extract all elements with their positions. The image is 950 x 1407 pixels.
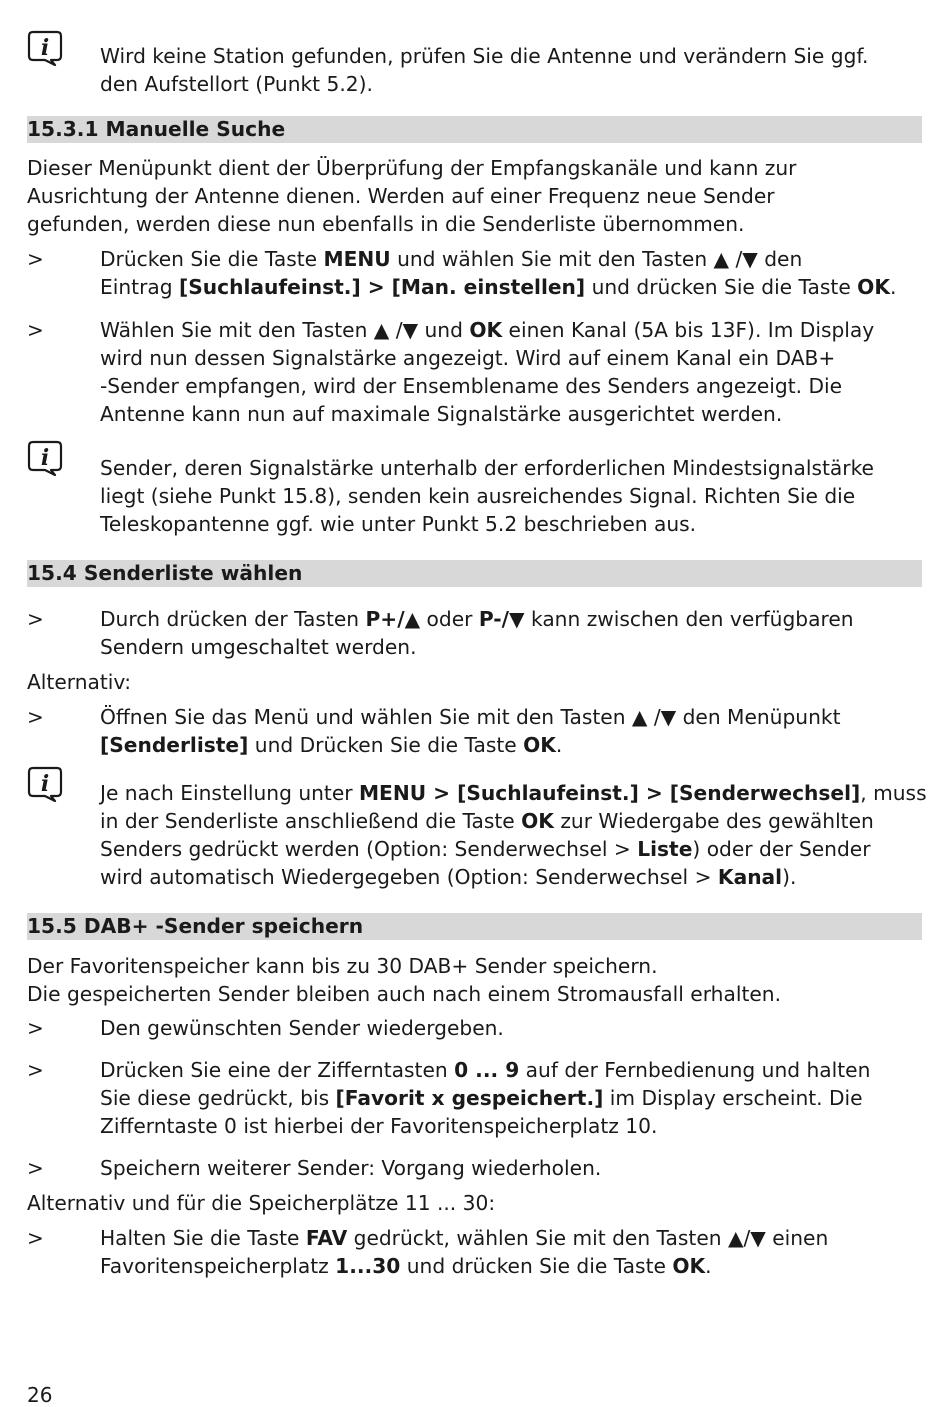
bold-run: OK <box>521 809 554 833</box>
list-item-text <box>100 316 922 428</box>
section-intro <box>27 154 922 238</box>
text-run: . <box>889 275 897 299</box>
text-run: Drücken Sie eine der Zifferntasten <box>100 1058 455 1082</box>
svg-text:i: i <box>40 445 50 471</box>
bold-run: P+/▲ <box>365 607 421 631</box>
text-line <box>100 316 922 344</box>
text-line <box>27 182 922 210</box>
text-line <box>100 344 922 372</box>
text-run: Antenne kann nun auf maximale Signalstärke ausgerichtet werden. <box>100 402 783 426</box>
text-run: zur Wiedergabe des gewählten <box>553 809 874 833</box>
text-run: Wählen Sie mit den Tasten ▲ /▼ und <box>100 318 470 342</box>
text-line <box>100 807 922 835</box>
info-icon <box>27 440 63 476</box>
text-run: liegt (siehe Punkt 15.8), senden kein ausreichendes Signal. Richten Sie die <box>100 484 856 508</box>
text-run: Dieser Menüpunkt dient der Überprüfung der Empfangskanäle und kann zur <box>27 156 797 180</box>
text-line <box>27 980 922 1008</box>
text-line <box>27 952 922 980</box>
text-run: , muss <box>860 781 927 805</box>
list-marker: > <box>27 247 44 271</box>
text-line <box>100 510 922 538</box>
text-line <box>100 703 922 731</box>
list-marker: > <box>27 1058 44 1082</box>
bold-run: Kanal <box>717 865 783 889</box>
text-run: Favoritenspeicherplatz <box>100 1254 336 1278</box>
bold-run: 0 ... 9 <box>454 1058 520 1082</box>
text-line <box>27 210 922 238</box>
text-line <box>100 1112 922 1140</box>
alternative-label: Alternativ und für die Speicherplätze 11 ... 30: <box>27 1191 496 1215</box>
page-number: 26 <box>27 1383 53 1407</box>
text-line <box>100 633 922 661</box>
section-heading: 15.3.1 Manuelle Suche <box>27 116 922 143</box>
text-line <box>100 835 922 863</box>
bold-run: FAV <box>305 1226 348 1250</box>
list-item-text <box>100 1224 922 1280</box>
text-line <box>100 1154 922 1182</box>
text-run: einen Kanal (5A bis 13F). Im Display <box>502 318 875 342</box>
text-run: den Aufstellort (Punkt 5.2). <box>100 72 373 96</box>
text-line <box>100 372 922 400</box>
text-run: auf der Fernbedienung und halten <box>519 1058 871 1082</box>
text-line <box>100 273 922 301</box>
bold-run: [Senderliste] <box>100 733 249 757</box>
text-run: kann zwischen den verfügbaren <box>524 607 854 631</box>
text-run: Eintrag <box>100 275 179 299</box>
section-intro <box>27 952 922 1008</box>
text-line <box>100 1056 922 1084</box>
text-line <box>100 1084 922 1112</box>
text-run: wird automatisch Wiedergegeben (Option: Senderwechsel > <box>100 865 718 889</box>
text-line <box>100 1224 922 1252</box>
text-run: gedrückt, wählen Sie mit den Tasten ▲/▼ einen <box>347 1226 829 1250</box>
note-text <box>100 42 922 98</box>
list-item-text <box>100 703 922 759</box>
text-run: -Sender empfangen, wird der Ensemblename des Senders angezeigt. Die <box>100 374 843 398</box>
list-item-text <box>100 1014 922 1042</box>
list-marker: > <box>27 705 44 729</box>
list-item-text <box>100 605 922 661</box>
bold-run: Liste <box>637 837 693 861</box>
text-line <box>27 154 922 182</box>
text-line <box>100 400 922 428</box>
info-icon <box>27 30 63 66</box>
text-line <box>100 42 922 70</box>
note-text <box>100 454 922 538</box>
section-heading: 15.4 Senderliste wählen <box>27 560 922 587</box>
text-run: Öffnen Sie das Menü und wählen Sie mit den Tasten ▲ /▼ den Menüpunkt <box>100 705 841 729</box>
text-run: Sender, deren Signalstärke unterhalb der erforderlichen Mindestsignalstärke <box>100 456 874 480</box>
text-run: Zifferntaste 0 ist hierbei der Favoritenspeicherplatz 10. <box>100 1114 658 1138</box>
text-line <box>100 605 922 633</box>
text-run: oder <box>420 607 479 631</box>
text-run: in der Senderliste anschließend die Taste <box>100 809 522 833</box>
text-run: und wählen Sie mit den Tasten ▲ /▼ den <box>390 247 803 271</box>
text-run: Wird keine Station gefunden, prüfen Sie die Antenne und verändern Sie ggf. <box>100 44 869 68</box>
list-marker: > <box>27 1226 44 1250</box>
text-run: Der Favoritenspeicher kann bis zu 30 DAB+ Sender speichern. <box>27 954 658 978</box>
text-run: Je nach Einstellung unter <box>100 781 359 805</box>
alternative-label: Alternativ: <box>27 670 132 694</box>
bold-run: MENU > [Suchlaufeinst.] > [Senderwechsel] <box>358 781 861 805</box>
text-run: und drücken Sie die Taste <box>400 1254 673 1278</box>
info-icon <box>27 766 63 802</box>
text-line <box>100 454 922 482</box>
bold-run: [Favorit x gespeichert.] <box>335 1086 604 1110</box>
text-line <box>100 70 922 98</box>
text-run: Teleskopantenne ggf. wie unter Punkt 5.2 beschrieben aus. <box>100 512 697 536</box>
list-marker: > <box>27 1016 44 1040</box>
list-marker: > <box>27 607 44 631</box>
text-run: Die gespeicherten Sender bleiben auch nach einem Stromausfall erhalten. <box>27 982 781 1006</box>
list-item-text <box>100 245 922 301</box>
bold-run: OK <box>523 733 556 757</box>
text-run: Durch drücken der Tasten <box>100 607 366 631</box>
text-run: Sendern umgeschaltet werden. <box>100 635 417 659</box>
text-run: Speichern weiterer Sender: Vorgang wiederholen. <box>100 1156 602 1180</box>
text-run: im Display erscheint. Die <box>603 1086 863 1110</box>
text-line <box>100 1014 922 1042</box>
bold-run: OK <box>672 1254 706 1278</box>
text-run: Ausrichtung der Antenne dienen. Werden auf einer Frequenz neue Sender <box>27 184 775 208</box>
note-text <box>100 779 927 891</box>
bold-run: OK <box>469 318 503 342</box>
text-run: Den gewünschten Sender wiedergeben. <box>100 1016 504 1040</box>
text-run: . <box>705 1254 712 1278</box>
bold-run: P-/▼ <box>478 607 525 631</box>
list-item-text <box>100 1154 922 1182</box>
list-item-text <box>100 1056 922 1140</box>
text-run: ). <box>782 865 797 889</box>
svg-text:i: i <box>40 771 50 797</box>
text-run: und drücken Sie die Taste <box>585 275 858 299</box>
bold-run: 1...30 <box>335 1254 401 1278</box>
text-line <box>100 482 922 510</box>
text-run: . <box>555 733 563 757</box>
bold-run: OK <box>857 275 890 299</box>
text-run: Drücken Sie die Taste <box>100 247 324 271</box>
bold-run: [Suchlaufeinst.] > [Man. einstellen] <box>178 275 586 299</box>
text-run: und Drücken Sie die Taste <box>248 733 524 757</box>
text-line <box>100 1252 922 1280</box>
text-run: Senders gedrückt werden (Option: Senderwechsel > <box>100 837 638 861</box>
section-heading: 15.5 DAB+ -Sender speichern <box>27 913 922 940</box>
text-run: Sie diese gedrückt, bis <box>100 1086 336 1110</box>
text-line <box>100 245 922 273</box>
text-run: gefunden, werden diese nun ebenfalls in die Senderliste übernommen. <box>27 212 745 236</box>
text-run: ) oder der Sender <box>692 837 871 861</box>
list-marker: > <box>27 1156 44 1180</box>
text-line <box>100 731 922 759</box>
text-line <box>100 863 922 891</box>
bold-run: MENU <box>323 247 391 271</box>
list-marker: > <box>27 318 44 342</box>
text-run: wird nun dessen Signalstärke angezeigt. Wird auf einem Kanal ein DAB+ <box>100 346 836 370</box>
svg-text:i: i <box>40 35 50 61</box>
text-run: Halten Sie die Taste <box>100 1226 306 1250</box>
text-line <box>100 779 927 807</box>
